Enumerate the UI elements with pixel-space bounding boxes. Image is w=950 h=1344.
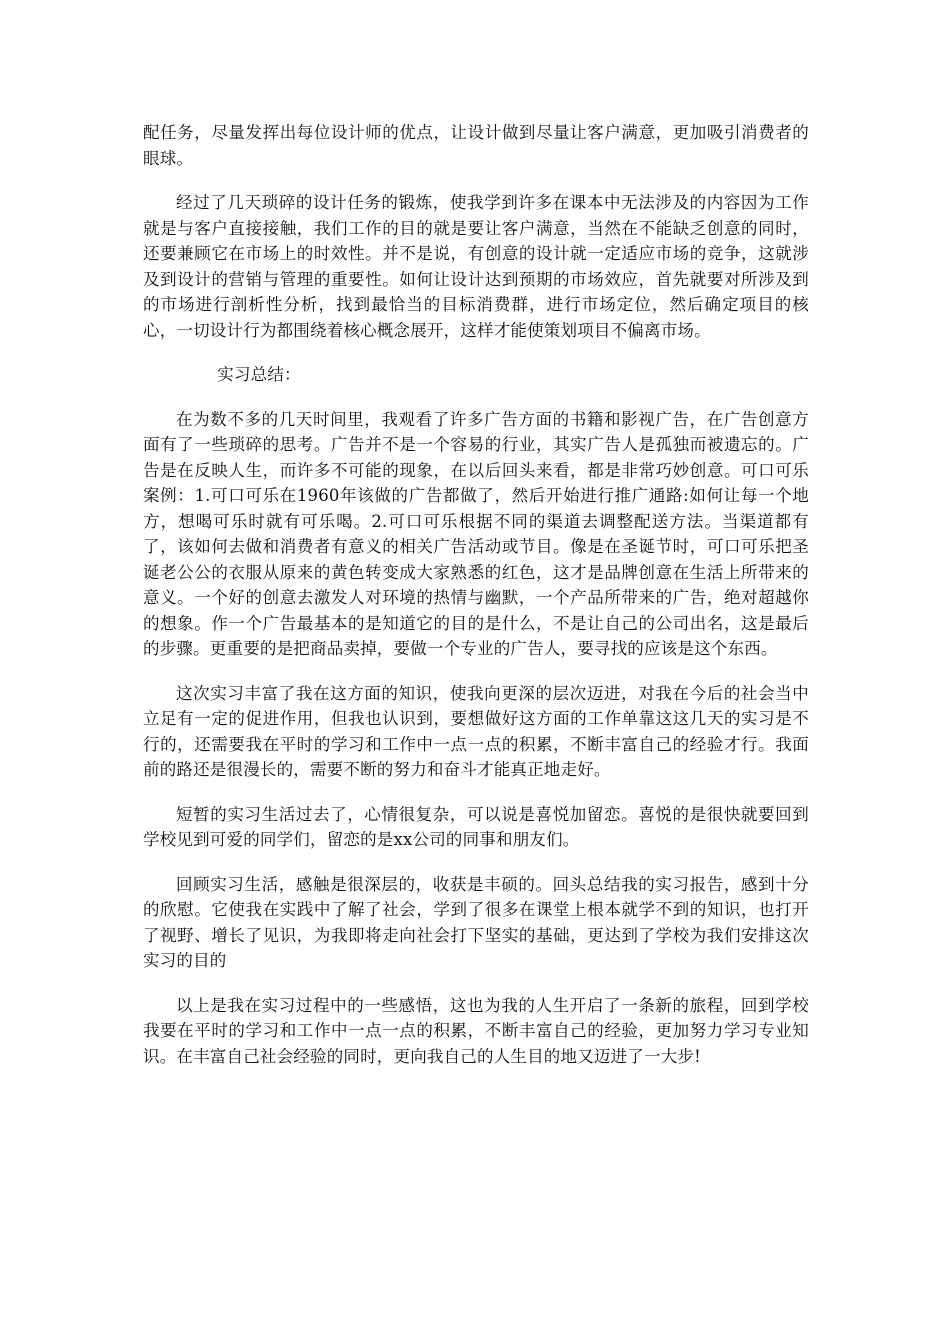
paragraph-knowledge-gained: 这次实习丰富了我在这方面的知识，使我向更深的层次迈进，对我在今后的社会当中立足有一定的促进作用，但我也认识到，要想做好这方面的工作单靠这这几天的实习是不行的，还需要我在平时的学习和工作中一点一点的积累，不断丰富自己的经验才行。我面前的路还是很漫长的，需要不断的努力和奋斗才能真正地走好。 [143, 683, 809, 779]
paragraph-continued: 配任务，尽量发挥出每位设计师的优点，让设计做到尽量让客户满意，更加吸引消费者的眼球。 [143, 123, 809, 168]
paragraph-design-training: 经过了几天琐碎的设计任务的锻炼，使我学到许多在课本中无法涉及的内容因为工作就是与客户直接接触，我们工作的目的就是要让客户满意，当然在不能缺乏创意的同时，还要兼顾它在市场上的时效性。并不是说，有创意的设计就一定适应市场的竞争，这就涉及到设计的营销与管理的重要性。如何让设计达到预期的市场效应，首先就要对所涉及到的市场进行剖析性分析，找到最恰当的目标消费群，进行市场定位，然后确定项目的核心，一切设计行为都围绕着核心概念展开，这样才能使策划项目不偏离市场。 [143, 193, 809, 340]
document-body [143, 120, 809, 1088]
section-heading-summary: 实习总结： [217, 365, 301, 384]
paragraph-conclusion: 以上是我在实习过程中的一些感悟，这也为我的人生开启了一条新的旅程，回到学校我要在平时的学习和工作中一点一点的积累，不断丰富自己的经验，更加努力学习专业知识。在丰富自己社会经验的同时，更向我自己的人生目的地又迈进了一大步! [143, 995, 809, 1066]
paragraph-advertising-thoughts: 在为数不多的几天时间里，我观看了许多广告方面的书籍和影视广告，在广告创意方面有了一些琐碎的思考。广告并不是一个容易的行业，其实广告人是孤独而被遗忘的。广告是在反映人生，而许多不可能的现象，在以后回头来看，都是非常巧妙创意。可口可乐案例：1.可口可乐在1960年该做的广告都做了，然后开始进行推广通路:如何让每一个地方，想喝可乐时就有可乐喝。2.可口可乐根据不同的渠道去调整配送方法。当渠道都有了，该如何去做和消费者有意义的相关广告活动或节目。像是在圣诞节时，可口可乐把圣诞老公公的衣服从原来的黄色转变成大家熟悉的红色，这才是品牌创意在生活上所带来的意义。一个好的创意去激发人对环境的热情与幽默，一个产品所带来的广告，绝对超越你的想象。作一个广告最基本的是知道它的目的是什么，不是让自己的公司出名，这是最后的步骤。更重要的是把商品卖掉，要做一个专业的广告人，要寻找的应该是这个东西。 [143, 409, 809, 658]
paragraph-mixed-feelings: 短暂的实习生活过去了，心情很复杂，可以说是喜悦加留恋。喜悦的是很快就要回到学校见到可爱的同学们，留恋的是xx公司的同事和朋友们。 [143, 804, 809, 849]
paragraph-review: 回顾实习生活，感触是很深层的，收获是丰硕的。回头总结我的实习报告，感到十分的欣慰。它使我在实践中了解了社会，学到了很多在课堂上根本就学不到的知识，也打开了视野、增长了见识，为我即将走向社会打下坚实的基础，更达到了学校为我们安排这次实习的目的 [143, 874, 809, 970]
